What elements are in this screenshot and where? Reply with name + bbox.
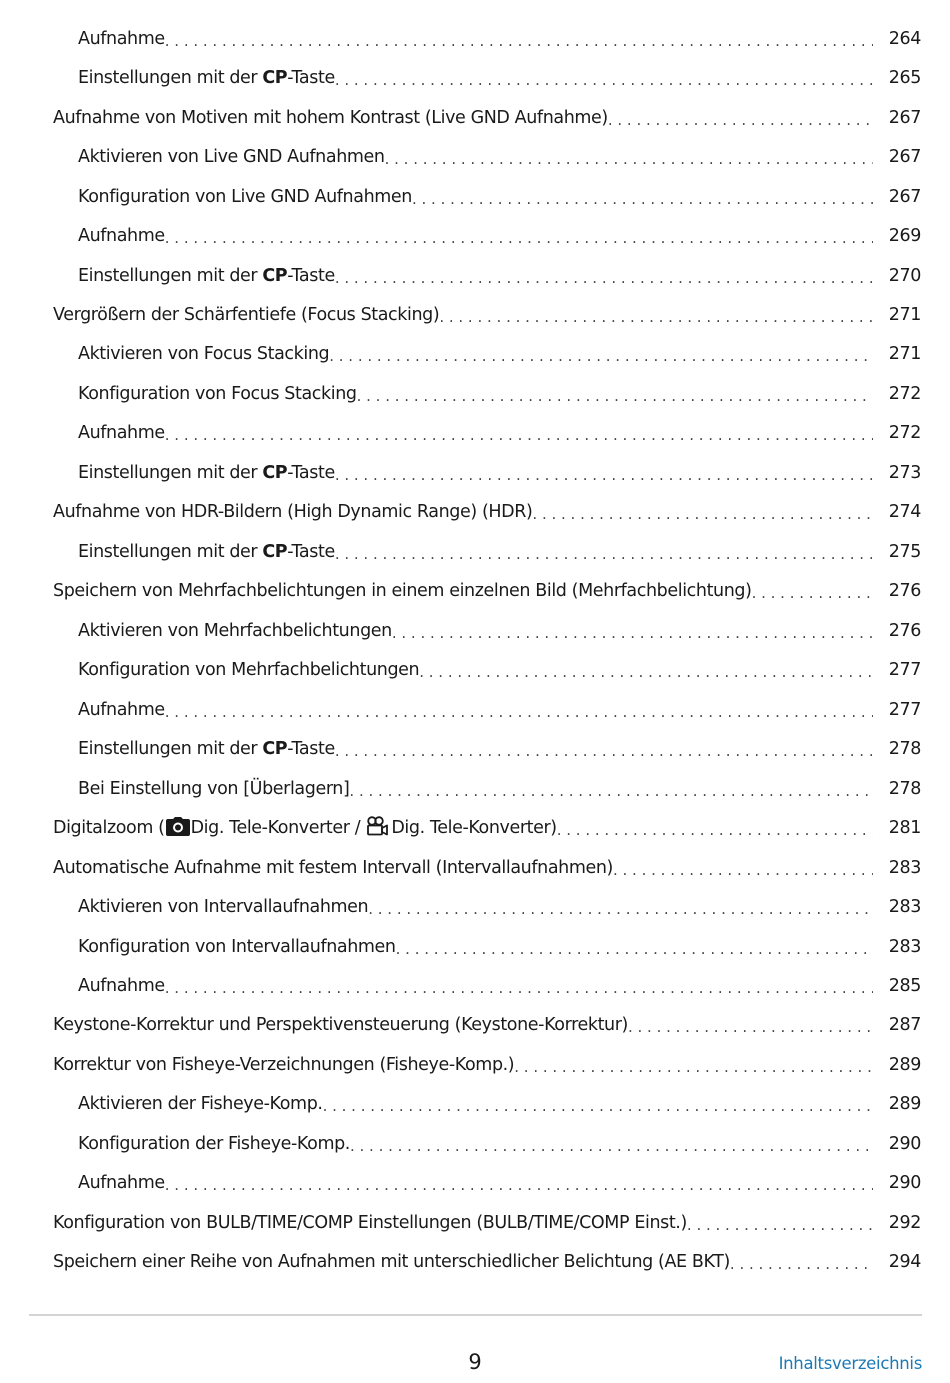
toc-entry-title: Aufnahme von HDR-Bildern (High Dynamic Range) (HDR) xyxy=(53,502,533,523)
toc-title-part: -Taste xyxy=(287,265,335,286)
toc-list xyxy=(0,19,950,1282)
toc-entry-link[interactable] xyxy=(78,423,950,443)
toc-entry-link[interactable] xyxy=(53,816,950,841)
footer-divider xyxy=(29,1314,922,1316)
toc-page-number: 283 xyxy=(888,936,921,957)
toc-entry-link[interactable] xyxy=(78,897,950,917)
dot-leader xyxy=(687,1216,873,1234)
toc-entry-title: Aufnahme xyxy=(78,423,165,444)
toc-entry-link[interactable] xyxy=(78,660,950,680)
toc-entry[interactable] xyxy=(0,1203,950,1242)
toc-entry[interactable] xyxy=(0,1124,950,1163)
dot-leader xyxy=(628,1018,873,1036)
dot-leader xyxy=(335,545,873,563)
toc-entry-link[interactable] xyxy=(78,266,950,286)
toc-page-number: 290 xyxy=(888,1133,921,1154)
dot-leader xyxy=(357,387,873,405)
dot-leader xyxy=(335,466,873,484)
cp-button-label: CP xyxy=(262,462,288,483)
toc-page-number: 275 xyxy=(888,541,921,562)
toc-entry-link[interactable] xyxy=(78,187,950,207)
toc-entry-title: Aktivieren von Mehrfachbelichtungen xyxy=(78,620,392,641)
toc-entry-link[interactable] xyxy=(53,581,950,601)
toc-title-part: Einstellungen mit der xyxy=(78,739,263,760)
toc-entry[interactable] xyxy=(0,453,950,492)
toc-entry-link[interactable] xyxy=(78,1094,950,1114)
toc-entry[interactable] xyxy=(0,966,950,1005)
toc-entry[interactable] xyxy=(0,177,950,216)
toc-entry-link[interactable] xyxy=(78,779,950,799)
toc-title-part: -Taste xyxy=(287,739,335,760)
toc-entry-link[interactable] xyxy=(78,226,950,246)
toc-title-part: -Taste xyxy=(287,462,335,483)
toc-entry[interactable] xyxy=(0,729,950,768)
toc-page-number: 270 xyxy=(888,265,921,286)
toc-entry-link[interactable] xyxy=(78,68,950,88)
toc-page-number: 283 xyxy=(888,897,921,918)
toc-entry[interactable] xyxy=(0,1006,950,1045)
toc-page-number: 271 xyxy=(888,344,921,365)
dot-leader xyxy=(165,1176,873,1194)
toc-entry-link[interactable] xyxy=(53,858,950,878)
cp-button-label: CP xyxy=(262,265,288,286)
dot-leader xyxy=(165,426,873,444)
toc-entry[interactable] xyxy=(0,532,950,571)
toc-title-part: Einstellungen mit der xyxy=(78,462,263,483)
toc-page-number: 264 xyxy=(888,28,921,49)
toc-entry[interactable] xyxy=(0,611,950,650)
toc-entry-title: Korrektur von Fisheye-Verzeichnungen (Fisheye-Komp.) xyxy=(53,1054,515,1075)
toc-entry[interactable] xyxy=(0,1243,950,1282)
toc-entry-title: Aufnahme xyxy=(78,226,165,247)
section-link[interactable]: Inhaltsverzeichnis xyxy=(778,1354,922,1373)
toc-entry[interactable] xyxy=(0,927,950,966)
toc-entry[interactable] xyxy=(0,58,950,97)
dot-leader xyxy=(368,900,873,918)
toc-page-number: 290 xyxy=(888,1173,921,1194)
dot-leader xyxy=(350,1137,873,1155)
dot-leader xyxy=(419,663,873,681)
toc-entry[interactable] xyxy=(0,216,950,255)
toc-entry[interactable] xyxy=(0,137,950,176)
toc-page-number: 292 xyxy=(888,1212,921,1233)
toc-entry[interactable] xyxy=(0,848,950,887)
toc-page-number: 272 xyxy=(888,423,921,444)
toc-page-number: 294 xyxy=(888,1252,921,1273)
toc-entry-title: Aufnahme von Motiven mit hohem Kontrast (Live GND Aufnahme) xyxy=(53,107,608,128)
toc-page-number: 274 xyxy=(888,502,921,523)
toc-entry-title: Speichern einer Reihe von Aufnahmen mit unterschiedlicher Belichtung (AE BKT) xyxy=(53,1252,730,1273)
toc-entry-link[interactable] xyxy=(78,739,950,759)
toc-entry[interactable] xyxy=(0,1085,950,1124)
dot-leader xyxy=(392,624,873,642)
page-number: 9 xyxy=(468,1350,482,1374)
dot-leader xyxy=(412,190,873,208)
toc-entry-title: Konfiguration von Focus Stacking xyxy=(78,383,357,404)
toc-entry-title xyxy=(78,463,335,483)
toc-entry-link[interactable] xyxy=(53,1055,950,1075)
toc-entry-title: Aufnahme xyxy=(78,975,165,996)
toc-page-number: 278 xyxy=(888,778,921,799)
toc-entry-link[interactable] xyxy=(78,700,950,720)
dot-leader xyxy=(165,703,873,721)
dot-leader xyxy=(532,505,873,523)
cp-button-label: CP xyxy=(262,541,288,562)
toc-title-part: Einstellungen mit der xyxy=(78,541,263,562)
toc-title-part: Dig. Tele-Konverter / xyxy=(190,817,366,838)
toc-entry[interactable] xyxy=(0,769,950,808)
toc-entry-title xyxy=(78,266,335,286)
toc-page-number: 269 xyxy=(888,226,921,247)
dot-leader xyxy=(329,347,873,365)
dot-leader xyxy=(730,1255,873,1273)
toc-page-number: 271 xyxy=(888,305,921,326)
toc-entry-link[interactable] xyxy=(78,344,950,364)
toc-entry-title: Aufnahme xyxy=(78,1173,165,1194)
dot-leader xyxy=(385,150,873,168)
toc-entry[interactable] xyxy=(0,572,950,611)
toc-entry[interactable] xyxy=(0,808,950,847)
dot-leader xyxy=(165,979,873,997)
dot-leader xyxy=(335,269,873,287)
toc-entry-title: Vergrößern der Schärfentiefe (Focus Stacking) xyxy=(53,305,440,326)
camera-icon xyxy=(166,817,190,841)
dot-leader xyxy=(323,1097,873,1115)
toc-entry-link[interactable] xyxy=(78,384,950,404)
dot-leader xyxy=(165,229,873,247)
toc-title-part: Dig. Tele-Konverter) xyxy=(391,817,557,838)
toc-entry-link[interactable] xyxy=(78,621,950,641)
toc-entry-link[interactable] xyxy=(78,147,950,167)
toc-entry-title: Konfiguration von Intervallaufnahmen xyxy=(78,936,396,957)
toc-entry[interactable] xyxy=(0,887,950,926)
toc-entry-link[interactable] xyxy=(78,1173,950,1193)
toc-entry-title: Aktivieren der Fisheye-Komp. xyxy=(78,1094,323,1115)
toc-page-number: 276 xyxy=(888,581,921,602)
movie-camera-icon xyxy=(366,816,390,841)
toc-page-number: 277 xyxy=(888,660,921,681)
toc-page-number: 265 xyxy=(888,68,921,89)
toc-entry-title xyxy=(78,739,335,759)
toc-entry-link[interactable] xyxy=(53,1213,950,1233)
toc-page-number: 281 xyxy=(888,818,921,839)
toc-page-number: 289 xyxy=(888,1094,921,1115)
toc-page-number: 277 xyxy=(888,699,921,720)
toc-entry-title: Aktivieren von Focus Stacking xyxy=(78,344,330,365)
dot-leader xyxy=(557,821,873,839)
dot-leader xyxy=(608,111,873,129)
cp-button-label: CP xyxy=(262,739,288,760)
toc-entry[interactable] xyxy=(0,295,950,334)
toc-entry-title: Aktivieren von Live GND Aufnahmen xyxy=(78,147,385,168)
toc-entry-title: Bei Einstellung von [Überlagern] xyxy=(78,778,350,799)
toc-entry[interactable] xyxy=(0,493,950,532)
toc-entry-link[interactable] xyxy=(78,976,950,996)
toc-title-part: -Taste xyxy=(287,68,335,89)
dot-leader xyxy=(613,861,873,879)
toc-page-number: 287 xyxy=(888,1015,921,1036)
dot-leader xyxy=(396,940,873,958)
toc-page-number: 273 xyxy=(888,462,921,483)
toc-entry-title xyxy=(78,542,335,562)
toc-entry[interactable] xyxy=(0,374,950,413)
toc-entry-link[interactable] xyxy=(53,1252,950,1272)
toc-entry-link[interactable] xyxy=(78,937,950,957)
toc-entry-title: Speichern von Mehrfachbelichtungen in einem einzelnen Bild (Mehrfachbelichtung) xyxy=(53,581,752,602)
dot-leader xyxy=(514,1058,873,1076)
toc-entry-link[interactable] xyxy=(53,502,950,522)
toc-entry-title: Konfiguration von Mehrfachbelichtungen xyxy=(78,660,420,681)
toc-entry-title xyxy=(78,68,335,88)
toc-page-number: 285 xyxy=(888,975,921,996)
toc-page-number: 267 xyxy=(888,147,921,168)
toc-entry-title: Aufnahme xyxy=(78,28,165,49)
toc-title-part: Einstellungen mit der xyxy=(78,68,263,89)
toc-entry-title: Automatische Aufnahme mit festem Intervall (Intervallaufnahmen) xyxy=(53,857,613,878)
dot-leader xyxy=(165,32,873,50)
toc-entry[interactable] xyxy=(0,19,950,58)
toc-entry-title: Aktivieren von Intervallaufnahmen xyxy=(78,897,369,918)
toc-entry[interactable] xyxy=(0,98,950,137)
toc-page-number: 272 xyxy=(888,383,921,404)
dot-leader xyxy=(752,584,873,602)
toc-entry-link[interactable] xyxy=(53,1015,950,1035)
toc-entry-title: Keystone-Korrektur und Perspektivensteuerung (Keystone-Korrektur) xyxy=(53,1015,628,1036)
toc-entry[interactable] xyxy=(0,1164,950,1203)
toc-title-part: -Taste xyxy=(287,541,335,562)
toc-entry-link[interactable] xyxy=(78,1134,950,1154)
toc-entry[interactable] xyxy=(0,335,950,374)
toc-page-number: 289 xyxy=(888,1054,921,1075)
toc-entry-title xyxy=(53,816,557,841)
toc-entry[interactable] xyxy=(0,690,950,729)
toc-entry[interactable] xyxy=(0,651,950,690)
toc-entry-title: Konfiguration der Fisheye-Komp. xyxy=(78,1133,350,1154)
toc-page-number: 267 xyxy=(888,186,921,207)
toc-entry-link[interactable] xyxy=(53,108,950,128)
dot-leader xyxy=(349,782,873,800)
dot-leader xyxy=(439,308,873,326)
toc-page-number: 276 xyxy=(888,620,921,641)
toc-title-part: Digitalzoom ( xyxy=(53,817,165,838)
toc-title-part: Einstellungen mit der xyxy=(78,265,263,286)
toc-entry-link[interactable] xyxy=(78,29,950,49)
cp-button-label: CP xyxy=(262,68,288,89)
toc-page-number: 278 xyxy=(888,739,921,760)
toc-entry-link[interactable] xyxy=(53,305,950,325)
toc-entry-title: Konfiguration von Live GND Aufnahmen xyxy=(78,186,412,207)
toc-page-number: 267 xyxy=(888,107,921,128)
toc-page-number: 283 xyxy=(888,857,921,878)
dot-leader xyxy=(335,71,873,89)
dot-leader xyxy=(335,742,873,760)
toc-entry-link[interactable] xyxy=(78,542,950,562)
toc-entry-title: Konfiguration von BULB/TIME/COMP Einstellungen (BULB/TIME/COMP Einst.) xyxy=(53,1212,687,1233)
toc-entry-link[interactable] xyxy=(78,463,950,483)
toc-entry[interactable] xyxy=(0,256,950,295)
toc-entry[interactable] xyxy=(0,414,950,453)
toc-entry[interactable] xyxy=(0,1045,950,1084)
toc-entry-title: Aufnahme xyxy=(78,699,165,720)
